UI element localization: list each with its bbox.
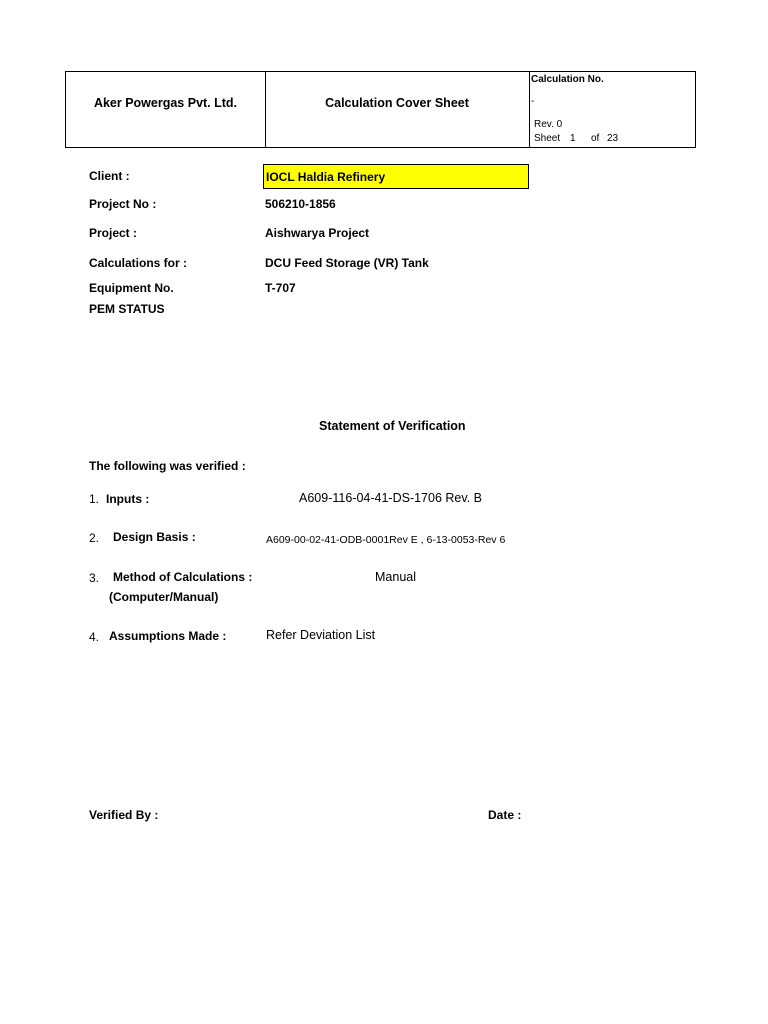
item-4-label: Assumptions Made : bbox=[109, 629, 227, 643]
project-no-value: 506210-1856 bbox=[265, 197, 336, 211]
item-3-number: 3. bbox=[89, 571, 100, 585]
sheet-title: Calculation Cover Sheet bbox=[325, 96, 469, 110]
project-label: Project : bbox=[89, 226, 138, 240]
equipment-value: T-707 bbox=[265, 281, 296, 295]
item-4-number: 4. bbox=[89, 630, 100, 644]
of-label: of bbox=[591, 133, 600, 144]
equipment-label: Equipment No. bbox=[89, 281, 174, 295]
item-3-label: Method of Calculations : bbox=[113, 570, 253, 584]
calc-no-label: Calculation No. bbox=[531, 74, 604, 85]
sheet-label: Sheet bbox=[534, 133, 561, 144]
calc-info-cell bbox=[529, 72, 695, 147]
date-label: Date : bbox=[488, 808, 522, 822]
project-value: Aishwarya Project bbox=[265, 226, 370, 240]
title-cell bbox=[265, 72, 530, 147]
header-table bbox=[65, 71, 696, 148]
sheet-total: 23 bbox=[607, 133, 619, 144]
item-1-value: A609-116-04-41-DS-1706 Rev. B bbox=[299, 491, 482, 505]
client-label: Client : bbox=[89, 169, 130, 183]
item-2-number: 2. bbox=[89, 531, 100, 545]
company-cell bbox=[66, 72, 266, 147]
project-no-label: Project No : bbox=[89, 197, 157, 211]
calc-no-value: - bbox=[531, 96, 535, 107]
verification-heading: Statement of Verification bbox=[319, 419, 466, 433]
item-1-number: 1. bbox=[89, 492, 100, 506]
item-1-label: Inputs : bbox=[106, 492, 150, 506]
client-value-box bbox=[263, 164, 529, 189]
company-name: Aker Powergas Pvt. Ltd. bbox=[93, 96, 238, 110]
item-3-sublabel: (Computer/Manual) bbox=[109, 590, 219, 604]
client-value: IOCL Haldia Refinery bbox=[266, 170, 386, 184]
item-2-value: A609-00-02-41-ODB-0001Rev E , 6-13-0053-Rev 6 bbox=[266, 534, 506, 546]
revision: Rev. 0 bbox=[534, 119, 563, 130]
verified-by-label: Verified By : bbox=[89, 808, 159, 822]
pem-status-label: PEM STATUS bbox=[89, 302, 165, 316]
item-4-value: Refer Deviation List bbox=[266, 628, 376, 642]
item-3-value: Manual bbox=[375, 570, 416, 584]
calc-for-label: Calculations for : bbox=[89, 256, 188, 270]
verification-intro: The following was verified : bbox=[89, 459, 246, 473]
calc-for-value: DCU Feed Storage (VR) Tank bbox=[265, 256, 429, 270]
sheet-number: 1 bbox=[570, 133, 576, 144]
item-2-label: Design Basis : bbox=[113, 530, 196, 544]
